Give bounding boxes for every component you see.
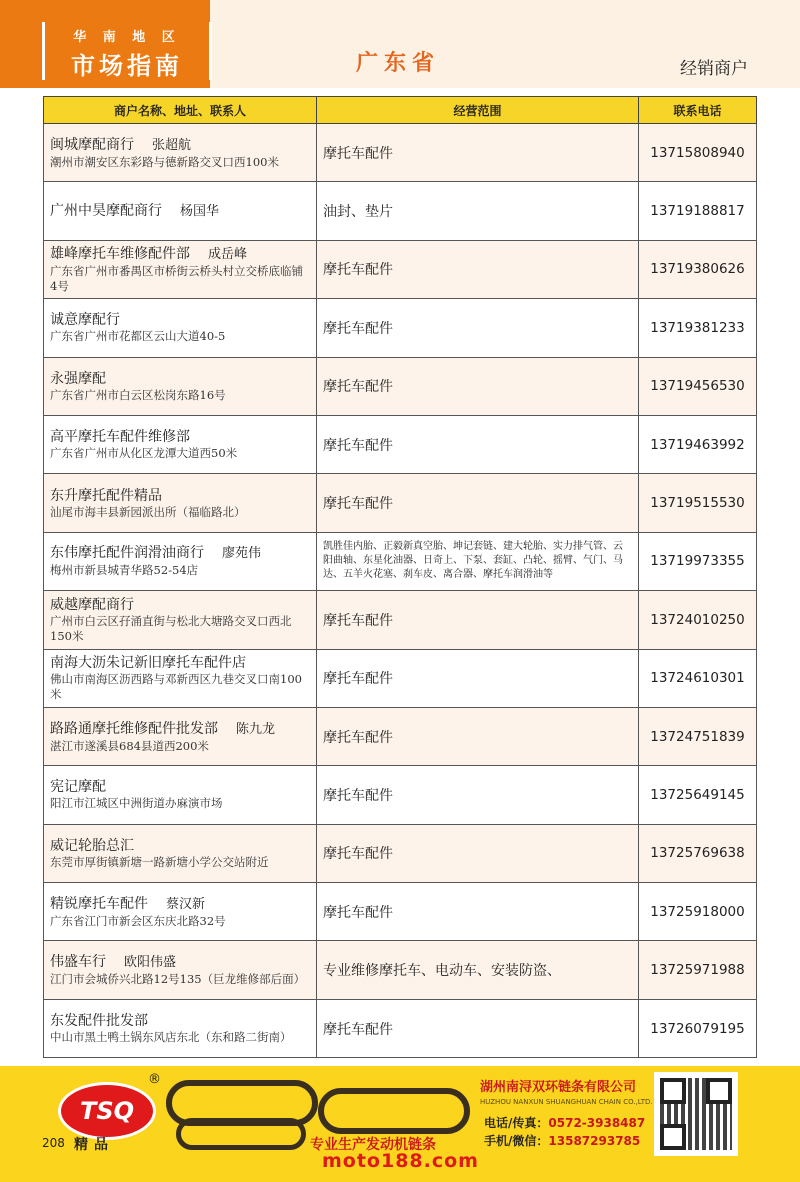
phone-number: 13725971988: [639, 941, 757, 999]
dealer-name-line: [50, 245, 310, 264]
dealer-cell: [44, 474, 317, 532]
mobile-line: [484, 1132, 640, 1149]
dealer-cell: [44, 883, 317, 941]
phone-number: 13726079195: [639, 999, 757, 1057]
dealer-address: 广东省广州市白云区松岗东路16号: [50, 387, 226, 402]
phone-number: 13725769638: [639, 824, 757, 882]
dealer-cell: [44, 591, 317, 649]
dealer-address: 梅州市新县城青华路52-54店: [50, 563, 199, 578]
dealer-name-line: [50, 1012, 310, 1030]
business-scope: 摩托车配件: [317, 299, 639, 357]
dealer-address: 潮州市潮安区东彩路与德新路交叉口西100米: [50, 154, 279, 169]
dealer-cell: [44, 182, 317, 240]
dealer-cell: [44, 299, 317, 357]
table-row: [44, 883, 757, 941]
phone-number: 13715808940: [639, 124, 757, 182]
dealer-contact: 蔡汉新: [166, 896, 206, 912]
dealer-cell: [44, 124, 317, 182]
table-row: [44, 415, 757, 473]
phone-number: 13724010250: [639, 591, 757, 649]
phone-number: 13719381233: [639, 299, 757, 357]
dealer-address: 广东省广州市从化区龙潭大道西50米: [50, 446, 238, 461]
business-scope: 摩托车配件: [317, 474, 639, 532]
region-label: 华 南 地 区: [73, 30, 181, 45]
section-title: 经销商户: [680, 59, 748, 79]
dealer-name: 广州中昊摩配商行: [50, 202, 162, 219]
table-row: [44, 766, 757, 824]
table-row: [44, 941, 757, 999]
tel-label: 电话/传真：: [484, 1116, 549, 1130]
dealer-cell: [44, 766, 317, 824]
dealer-name-line: [50, 370, 310, 388]
dealer-name: 闽城摩配商行: [50, 136, 134, 153]
region-badge: [0, 0, 210, 88]
dealer-cell: [44, 415, 317, 473]
table-row: [44, 357, 757, 415]
dealer-name-line: [50, 778, 310, 796]
business-scope: 专业维修摩托车、电动车、安装防盗、: [317, 941, 639, 999]
qr-code-icon: [654, 1072, 738, 1156]
phone-number: 13719973355: [639, 532, 757, 590]
registered-mark: ®: [148, 1072, 161, 1087]
column-header-scope: 经营范围: [317, 97, 639, 124]
phone-number: 13719456530: [639, 357, 757, 415]
table-row: [44, 474, 757, 532]
table-body: [44, 124, 757, 1058]
phone-number: 13724751839: [639, 707, 757, 765]
dealer-address: 汕尾市海丰县新园派出所（福临路北）: [50, 504, 246, 519]
dealer-table: [43, 96, 757, 1058]
dealer-address: 广东省广州市花都区云山大道40-5: [50, 329, 226, 344]
table-row: [44, 182, 757, 240]
dealer-contact: 廖苑伟: [222, 546, 262, 562]
business-scope: 摩托车配件: [317, 240, 639, 298]
dealer-name-line: [50, 895, 310, 914]
dealer-address: 中山市黑土鸭土锅东风店东北（东和路二街南）: [50, 1030, 292, 1045]
dealer-name: 东伟摩托配件润滑油商行: [50, 545, 204, 562]
dealer-name: 南海大沥朱记新旧摩托车配件店: [50, 655, 246, 672]
dealer-name-line: [50, 837, 310, 855]
business-scope: 摩托车配件: [317, 883, 639, 941]
phone-number: 13725649145: [639, 766, 757, 824]
phone-number: 13719380626: [639, 240, 757, 298]
dealer-cell: [44, 649, 317, 707]
business-scope: 摩托车配件: [317, 766, 639, 824]
qr-eye: [706, 1078, 732, 1104]
phone-number: 13725918000: [639, 883, 757, 941]
dealer-address: 江门市会城侨兴北路12号135（巨龙维修部后面）: [50, 972, 306, 987]
qr-eye: [660, 1124, 686, 1150]
phone-number: 13719515530: [639, 474, 757, 532]
dealer-address: 广东省广州市番禺区市桥街云桥头村立交桥底临铺4号: [50, 263, 303, 293]
dealer-contact: 欧阳伟盛: [124, 955, 177, 971]
dealer-name-line: [50, 596, 310, 614]
business-scope: 油封、垫片: [317, 182, 639, 240]
table-row: [44, 649, 757, 707]
dealer-contact: 成岳峰: [208, 246, 248, 262]
qr-eye: [660, 1078, 686, 1104]
business-scope: 凯胜佳内胎、正毅新真空胎、坤记套链、建大轮胎、实力排气管、云阳曲轴、东星化油器、日奇上、下泵、套缸、凸轮、摇臂、气门、马达、五羊火花塞、刹车皮、离合器、摩托车润滑油等: [317, 532, 639, 590]
dealer-cell: [44, 999, 317, 1057]
dealer-name: 东发配件批发部: [50, 1013, 148, 1030]
column-header-name: 商户名称、地址、联系人: [44, 97, 317, 124]
dealer-address: 湛江市遂溪县684县道西200米: [50, 738, 209, 753]
dealer-cell: [44, 357, 317, 415]
page-number: 208: [42, 1136, 65, 1150]
table-row: [44, 591, 757, 649]
business-scope: 摩托车配件: [317, 707, 639, 765]
phone-number: 13724610301: [639, 649, 757, 707]
column-header-phone: 联系电话: [639, 97, 757, 124]
dealer-cell: [44, 824, 317, 882]
dealer-name-line: [50, 487, 310, 505]
mobile-number: 13587293785: [548, 1134, 641, 1148]
dealer-name-line: [50, 202, 310, 221]
dealer-address: 佛山市南海区沥西路与邓新西区九巷交叉口南100米: [50, 672, 302, 702]
dealer-name-line: [50, 136, 310, 155]
business-scope: 摩托车配件: [317, 999, 639, 1057]
dealer-cell: [44, 707, 317, 765]
market-guide-title: 市场指南: [71, 52, 183, 80]
dealer-name-line: [50, 311, 310, 329]
chain-image: [318, 1088, 470, 1134]
header-bar: [0, 0, 800, 88]
dealer-name-line: [50, 654, 310, 672]
business-scope: 摩托车配件: [317, 591, 639, 649]
dealer-name-line: [50, 544, 310, 563]
business-scope: 摩托车配件: [317, 649, 639, 707]
quality-label: 精品: [74, 1137, 114, 1153]
dealer-name-line: [50, 428, 310, 446]
tel-number: 0572-3938487: [548, 1116, 646, 1130]
table-row: [44, 532, 757, 590]
dealer-address: 广东省江门市新会区东庆北路32号: [50, 913, 226, 928]
dealer-name: 东升摩托配件精品: [50, 487, 162, 504]
dealer-name-line: [50, 720, 310, 739]
dealer-contact: 张超航: [152, 137, 192, 153]
dealer-contact: 陈九龙: [236, 721, 276, 737]
business-scope: 摩托车配件: [317, 124, 639, 182]
slogan: 专业生产发动机链条: [310, 1137, 436, 1153]
dealer-name: 威越摩配商行: [50, 596, 134, 613]
chain-image: [176, 1118, 306, 1150]
table-row: [44, 707, 757, 765]
mobile-label: 手机/微信：: [484, 1134, 549, 1148]
business-scope: 摩托车配件: [317, 415, 639, 473]
dealer-address: 东莞市厚街镇新塘一路新塘小学公交站附近: [50, 854, 269, 869]
table-row: [44, 299, 757, 357]
company-name: 湖州南浔双环链条有限公司: [480, 1080, 637, 1095]
tel-line: [484, 1114, 645, 1131]
dealer-name: 诚意摩配行: [50, 312, 120, 329]
dealer-name: 宪记摩配: [50, 779, 106, 796]
dealer-address: 广州市白云区孖涌直街与松北大塘路交叉口西北150米: [50, 613, 292, 643]
dealer-name: 雄峰摩托车维修配件部: [50, 245, 190, 262]
dealer-name: 永强摩配: [50, 370, 106, 387]
company-name-en: HUZHOU NANXUN SHUANGHUAN CHAIN CO.,LTD.: [480, 1098, 653, 1106]
province-title: 广东省: [356, 51, 441, 76]
business-scope: 摩托车配件: [317, 357, 639, 415]
dealer-name-line: [50, 953, 310, 972]
phone-number: 13719463992: [639, 415, 757, 473]
dealer-name: 精锐摩托车配件: [50, 895, 148, 912]
tsq-logo: TSQ: [58, 1082, 156, 1140]
dealer-contact: 杨国华: [180, 203, 220, 219]
table-row: [44, 999, 757, 1057]
dealer-name: 路路通摩托维修配件批发部: [50, 720, 218, 737]
dealer-cell: [44, 532, 317, 590]
phone-number: 13719188817: [639, 182, 757, 240]
table-row: [44, 824, 757, 882]
dealer-name: 威记轮胎总汇: [50, 837, 134, 854]
dealer-name: 伟盛车行: [50, 954, 106, 971]
dealer-name: 高平摩托车配件维修部: [50, 429, 190, 446]
dealer-cell: [44, 240, 317, 298]
table-row: [44, 124, 757, 182]
dealer-cell: [44, 941, 317, 999]
table-row: [44, 240, 757, 298]
website-link[interactable]: moto188.com: [322, 1150, 479, 1172]
business-scope: 摩托车配件: [317, 824, 639, 882]
dealer-address: 阳江市江城区中洲街道办麻演市场: [50, 796, 223, 811]
